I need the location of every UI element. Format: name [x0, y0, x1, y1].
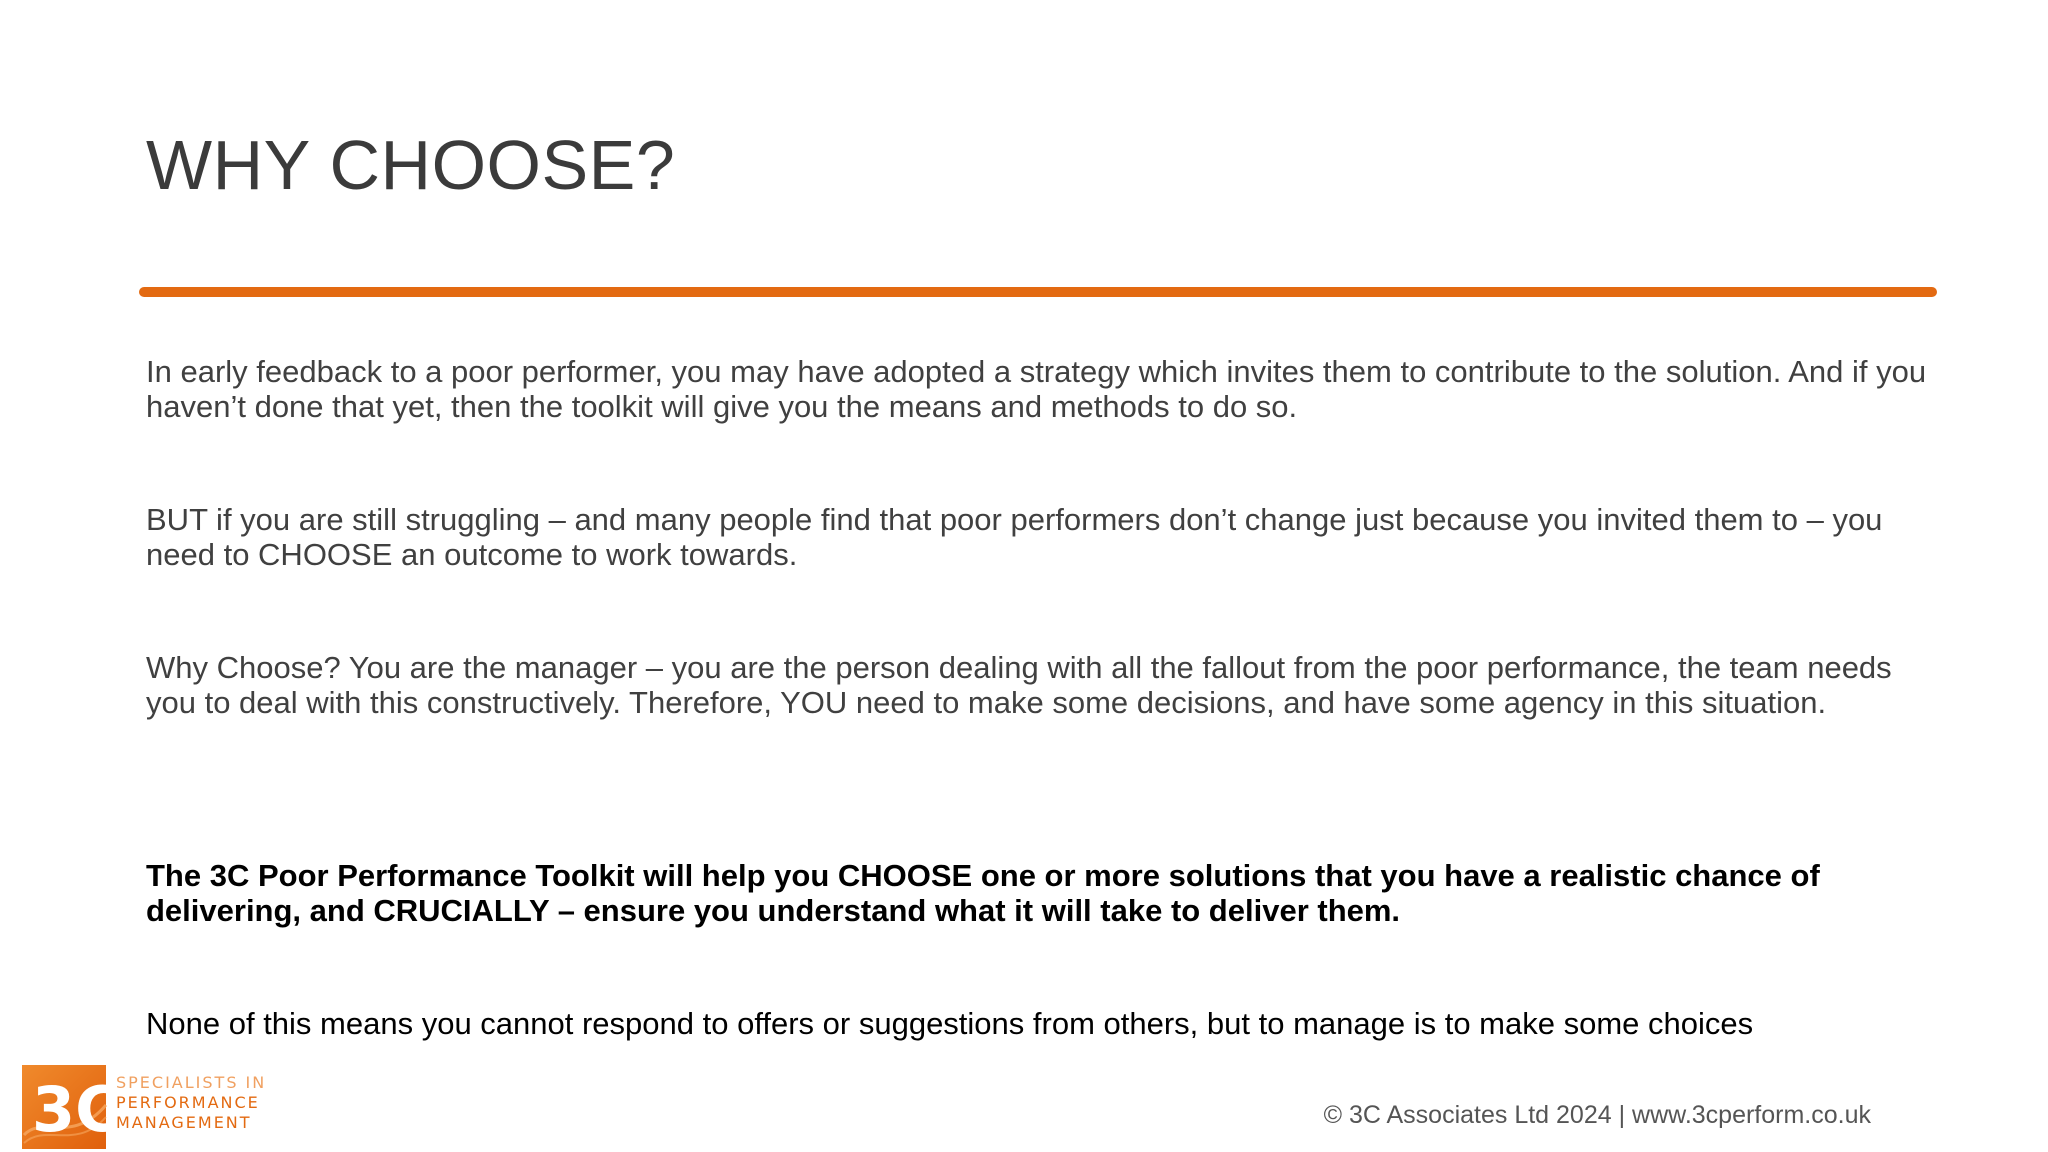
paragraph-why-choose: Why Choose? You are the manager – you are the person dealing with all the fallout from the poor performance, the team needs you to deal with this constructively. Therefore, YOU need to make some decisions, and have some agency in this situation.: [146, 650, 1892, 720]
logo-tagline: [116, 1073, 266, 1133]
paragraph-none-of-this: None of this means you cannot respond to offers or suggestions from others, but to manage is to make some choices: [146, 1006, 1754, 1041]
company-logo: [22, 1065, 268, 1151]
title-divider: [139, 287, 1937, 297]
paragraph-early-feedback: In early feedback to a poor performer, you may have adopted a strategy which invites them to contribute to the solution. And if you haven’t done that yet, then the toolkit will give you the means and methods to do so.: [146, 354, 1927, 424]
footer-copyright: © 3C Associates Ltd 2024 | www.3cperform.co.uk: [1323, 1101, 1871, 1129]
logo-line-1: SPECIALISTS IN: [116, 1073, 267, 1092]
logo-line-3: MANAGEMENT: [116, 1113, 252, 1132]
paragraph-toolkit-emphasis: The 3C Poor Performance Toolkit will help you CHOOSE one or more solutions that you have a realistic chance of delivering, and CRUCIALLY – ensure you understand what it will take to deliver them.: [146, 858, 1820, 928]
3c-logo-icon: [22, 1065, 121, 1149]
logo-mark-text: 3C: [32, 1073, 121, 1146]
slide-title: WHY CHOOSE?: [146, 126, 676, 204]
paragraph-still-struggling: BUT if you are still struggling – and many people find that poor performers don’t change just because you invited them to – you need to CHOOSE an outcome to work towards.: [146, 502, 1883, 572]
logo-line-2: PERFORMANCE: [116, 1093, 260, 1112]
